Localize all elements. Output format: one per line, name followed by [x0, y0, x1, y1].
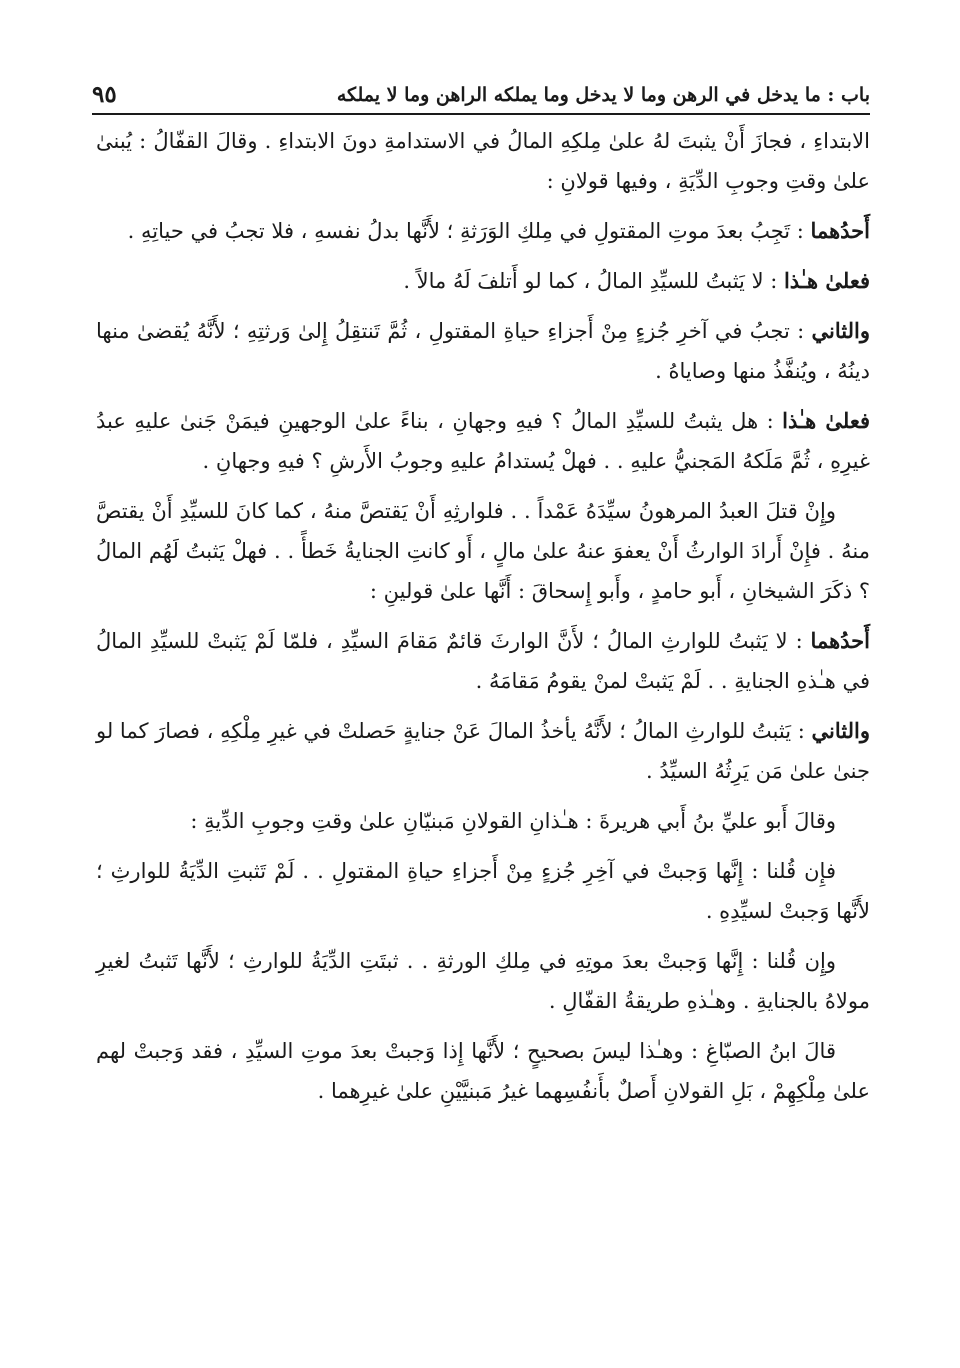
paragraph — [96, 311, 870, 391]
paragraph — [96, 851, 870, 931]
paragraph — [96, 941, 870, 1021]
paragraph-text: الابتداءِ ، فجازَ أَنْ يثبتَ لهُ علىٰ مِلكِهِ المالُ في الاستدامةِ دونَ الابتداءِ . وقالَ القفّالُ : يُبنىٰ علىٰ وقتِ وجوبِ الدِّيَةِ ، وفيها قولانِ : — [96, 129, 870, 193]
paragraph-text: : هل يثبتُ للسيِّدِ المالُ ؟ فيهِ وجهانِ ، بناءً علىٰ الوجهينِ فيمَنْ جَنىٰ عليهِ عبدُ غيرِهِ ، ثُمَّ مَلَكهُ المَجنيُّ عليهِ . . فهلْ يُستدامُ عليهِ وجوبُ الأَرشِ ؟ فيهِ وجهانِ . — [96, 409, 870, 473]
paragraph-lead: فعلىٰ هـٰذا — [783, 268, 870, 293]
paragraph-lead: أَحدُهما — [810, 218, 870, 243]
paragraph — [96, 801, 870, 841]
paragraph — [96, 711, 870, 791]
paragraph-text: وقالَ أَبو عليِّ بنُ أَبي هريرةَ : هـٰذانِ القولانِ مَبنيّانِ علىٰ وقتِ وجوبِ الدِّيةِ : — [190, 809, 836, 833]
header-divider — [92, 113, 870, 115]
paragraph-text: فإِن قُلنا : إِنَّها وَجبتْ في آخِرِ جُزءٍ مِنْ أَجزاءِ حياةِ المقتولِ . . لَمْ تَثبتِ الدِّيَةُ للوارثِ ؛ لأَنَّها وَجبتْ لسيِّدِهِ . — [96, 859, 870, 923]
paragraph-text: قالَ ابنُ الصبّاغِ : وهـٰذا ليسَ بصحيحٍ ؛ لأَنَّها إِذا وَجبتْ بعدَ موتِ السيِّدِ ، فقد وَجبتْ لهم علىٰ مِلْكِهِمْ ، بَلِ القولانِ أَصلٌ بأَنفُسِهما غيرُ مَبنيَّيْنِ علىٰ غيرِهما . — [96, 1039, 870, 1103]
paragraph-text: : لا يَثبتُ للوارثِ المالُ ؛ لأَنَّ الوارثَ قائمٌ مَقامَ السيِّدِ ، فلمّا لَمْ يَثبتْ للسيِّدِ المالُ في هـٰذهِ الجنايةِ . . لَمْ يَثبتْ لمنْ يقومُ مَقامَهُ . — [96, 629, 870, 693]
paragraph — [96, 121, 870, 201]
paragraph-lead: والثاني — [811, 718, 870, 743]
paragraph-lead: والثاني — [811, 318, 870, 343]
paragraph — [96, 1031, 870, 1111]
paragraph — [96, 211, 870, 251]
page-number: ٩٥ — [92, 81, 117, 108]
page-header — [92, 74, 870, 110]
paragraph-lead: أَحدُهما — [810, 628, 870, 653]
paragraph-text: : يَثبتُ للوارثِ المالُ ؛ لأَنَّهُ يأخذُ المالَ عَنْ جنايةٍ حَصلتْ في غيرِ مِلْكِهِ ، فصارَ كما لو جنىٰ علىٰ مَن يَرِثُهُ السيِّدُ . — [96, 719, 870, 783]
paragraph — [96, 621, 870, 701]
paragraph — [96, 491, 870, 611]
paragraph-text: وإِنْ قتلَ العبدُ المرهونُ سيِّدَهُ عَمْداً . . فلوارثِهِ أَنْ يَقتصَّ منهُ ، كما كانَ للسيِّدِ أَنْ يقتصَّ منهُ . فإِنْ أَرادَ الوارثُ أَنْ يعفوَ عنهُ علىٰ مالٍ ، أَو كانتِ الجنايةُ خَطأً . . فهلْ يَثبتُ لَهُم المالُ ؟ ذكَرَ الشيخانِ ، أَبو حامدٍ ، وأَبو إِسحاقَ : أَنَّها علىٰ قولينِ : — [96, 499, 870, 603]
paragraph-text: : تَجِبُ بعدَ موتِ المقتولِ في مِلكِ الوَرَثةِ ؛ لأَنَّها بدلُ نفسهِ ، فلا تجبُ في حياتِهِ . — [127, 219, 811, 243]
paragraph-lead: فعلىٰ هـٰذا — [782, 408, 870, 433]
paragraph-text: : تجبُ في آخرِ جُزءٍ مِنْ أَجزاءِ حياةِ المقتولِ ، ثُمَّ تَنتقِلُ إِلىٰ وَرثتِهِ ؛ لأَنَّهُ يُقضىٰ منها دينُهُ ، ويُنفَّذُ منها وصاياهُ . — [96, 319, 870, 383]
page-body — [96, 121, 870, 1121]
paragraph-text: وإِن قُلنا : إِنَّها وَجبتْ بعدَ موتِهِ في مِلكِ الورثةِ . . ثبتَتِ الدِّيَةُ للوارثِ ؛ لأَنَّها تَثبتُ لغيرِ مولاهُ بالجنايةِ . وهـٰذهِ طريقةُ القفّالِ . — [96, 949, 870, 1013]
paragraph — [96, 261, 870, 301]
paragraph-text: : لا يَثبتُ للسيِّدِ المالُ ، كما لو أَتلفَ لَهُ مالاً . — [403, 269, 784, 293]
paragraph — [96, 401, 870, 481]
running-title: باب : ما يدخل في الرهن وما لا يدخل وما يملكه الراهن وما لا يملكه — [336, 84, 870, 106]
